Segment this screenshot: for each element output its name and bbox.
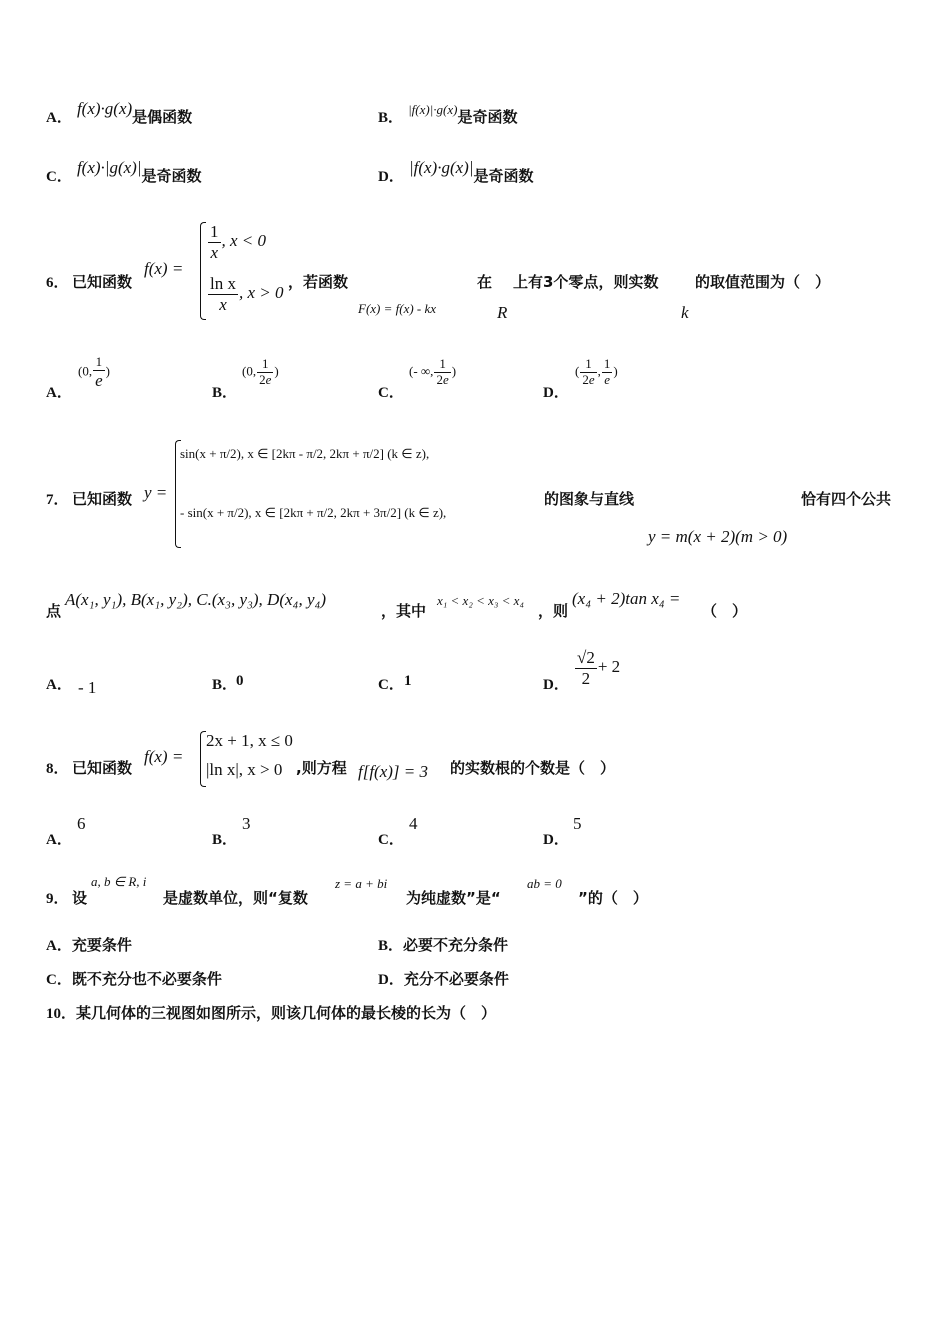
question-text: 的实数根的个数是（ ） — [450, 759, 616, 777]
option-label: B． — [212, 385, 238, 401]
option-value: 6 — [77, 814, 86, 833]
option-expr: |f(x)|·g(x) — [408, 102, 458, 117]
option-text: 是偶函数 — [132, 108, 193, 126]
option-label: D． — [543, 677, 569, 693]
question-text: 为纯虚数”是“ — [406, 889, 501, 907]
question-text: 恰有四个公共 — [801, 490, 892, 508]
option-d-expr: ( $\frac{1}{2e}$ , $\frac{1}{e}$ ) — [575, 356, 618, 387]
question-text: 某几何体的三视图如图所示，则该几何体的最长棱的长为（ ） — [76, 1004, 497, 1022]
question-number: 6． — [46, 275, 69, 291]
points: A(x₁, y₁), B(x₁, y₂), C.(x₃, y₃), D(x₄, y₄) — [65, 590, 327, 609]
variable-k: k — [681, 303, 689, 322]
case-condition: , x < 0 — [221, 230, 267, 250]
option-b — [378, 934, 508, 955]
ordering: x₁ < x₂ < x₃ < x₄ — [437, 593, 524, 608]
question-lead: 已知函数 — [72, 273, 133, 291]
q5-option-a — [46, 99, 193, 127]
question-text: 上有3个零点，则实数 — [513, 273, 659, 291]
option-label: C． — [378, 832, 404, 848]
option-text: 充要条件 — [71, 936, 132, 954]
equation: f[f(x)] = 3 — [358, 762, 429, 781]
question-text: ,则方程 — [296, 759, 347, 777]
q5-option-c — [46, 158, 202, 186]
option-text: 充分不必要条件 — [403, 970, 509, 988]
question-number: 10． — [46, 1006, 77, 1022]
option-d — [378, 968, 509, 989]
option-c-expr: (- ∞, $\frac{1}{2e}$ ) — [409, 356, 457, 387]
q5-option-d — [378, 158, 534, 186]
denominator: x — [210, 242, 219, 262]
question-number: 7． — [46, 492, 69, 508]
option-label: B． — [378, 938, 404, 954]
option-label: B． — [212, 832, 238, 848]
question-text: 的图象与直线 — [544, 490, 635, 508]
case-1: sin(x + π/2), x ∈ [2kπ - π/2, 2kπ + π/2] (k ∈ z), — [180, 446, 430, 461]
set-R: R — [497, 303, 508, 322]
ab-condition: ab = 0 — [527, 876, 562, 891]
numerator: 1 — [210, 222, 219, 241]
denominator: x — [219, 294, 227, 314]
function-name: f(x) = — [144, 747, 184, 766]
answer-paren: （ ） — [702, 602, 748, 620]
function-name: f(x) = — [144, 259, 184, 278]
question-lead: 已知函数 — [72, 759, 133, 777]
option-text: 是奇函数 — [141, 167, 202, 185]
asked-expression: (x₄ + 2)tan x₄ = — [572, 589, 681, 608]
q5-option-b — [378, 102, 518, 127]
numerator: ln x — [210, 274, 236, 293]
question-text: ，其中 — [381, 602, 427, 620]
option-text: 既不充分也不必要条件 — [71, 970, 222, 988]
option-label: C． — [46, 169, 72, 185]
option-b-expr: (0, $\frac{1}{2e}$ ) — [242, 356, 279, 387]
question-text: ，则 — [538, 602, 569, 620]
function-F: F(x) = f(x) - kx — [358, 301, 437, 316]
option-expr: f(x)·g(x) — [76, 99, 133, 118]
option-label: D． — [543, 385, 569, 401]
complex-z: z = a + bi — [335, 876, 388, 891]
option-label: A． — [46, 110, 72, 126]
question-text: 的取值范围为（ ） — [695, 273, 831, 291]
case-1: 2x + 1, x ≤ 0 — [206, 731, 293, 750]
option-label: D． — [378, 972, 404, 988]
option-label: C． — [378, 385, 404, 401]
option-expr: f(x)·|g(x)| — [76, 158, 142, 177]
question-10 — [46, 1002, 496, 1023]
option-text: 是奇函数 — [473, 167, 534, 185]
question-text: ，若函数 — [288, 273, 349, 291]
option-label: B． — [378, 110, 404, 126]
option-text: 必要不充分条件 — [403, 936, 509, 954]
question-lead: 已知函数 — [72, 490, 133, 508]
option-value: 0 — [236, 673, 244, 689]
option-value: 5 — [573, 814, 582, 833]
option-c — [46, 968, 222, 989]
case-1 — [207, 222, 266, 262]
option-text: 是奇函数 — [457, 108, 518, 126]
case-2: |ln x|, x > 0 — [206, 760, 283, 779]
option-value: 4 — [409, 814, 418, 833]
option-value: 3 — [242, 814, 251, 833]
question-text: 是虚数单位，则“复数 — [163, 889, 308, 907]
option-label: D． — [378, 169, 404, 185]
option-label: D． — [543, 832, 569, 848]
function-y: y = — [144, 483, 168, 502]
case-2 — [207, 274, 284, 314]
question-text: 在 — [477, 273, 493, 291]
option-label: A． — [46, 385, 72, 401]
question-text: 点 — [46, 602, 62, 620]
option-expr: |f(x)·g(x)| — [408, 158, 474, 177]
option-label: A． — [46, 832, 72, 848]
option-label: A． — [46, 677, 72, 693]
option-a-expr: (0, $\frac{1}{e}$ ) — [78, 354, 110, 390]
condition: a, b ∈ R, i — [91, 874, 147, 889]
question-number: 9． — [46, 891, 69, 907]
option-label: C． — [46, 972, 72, 988]
piecewise-brace — [200, 222, 206, 320]
question-text: ”的（ ） — [578, 889, 648, 907]
question-number: 8． — [46, 761, 69, 777]
option-d-expr: $\frac{√2}{2}$ + 2 — [577, 648, 621, 688]
question-lead: 设 — [72, 889, 88, 907]
option-value: - 1 — [78, 678, 97, 697]
case-condition: , x > 0 — [238, 282, 284, 302]
option-label: B． — [212, 677, 238, 693]
option-a — [46, 934, 132, 955]
option-label: A． — [46, 938, 72, 954]
case-2: - sin(x + π/2), x ∈ [2kπ + π/2, 2kπ + 3π/2] (k ∈ z), — [180, 505, 447, 520]
option-label: C． — [378, 677, 404, 693]
line-equation: y = m(x + 2)(m > 0) — [648, 527, 788, 546]
option-value: 1 — [404, 673, 412, 689]
